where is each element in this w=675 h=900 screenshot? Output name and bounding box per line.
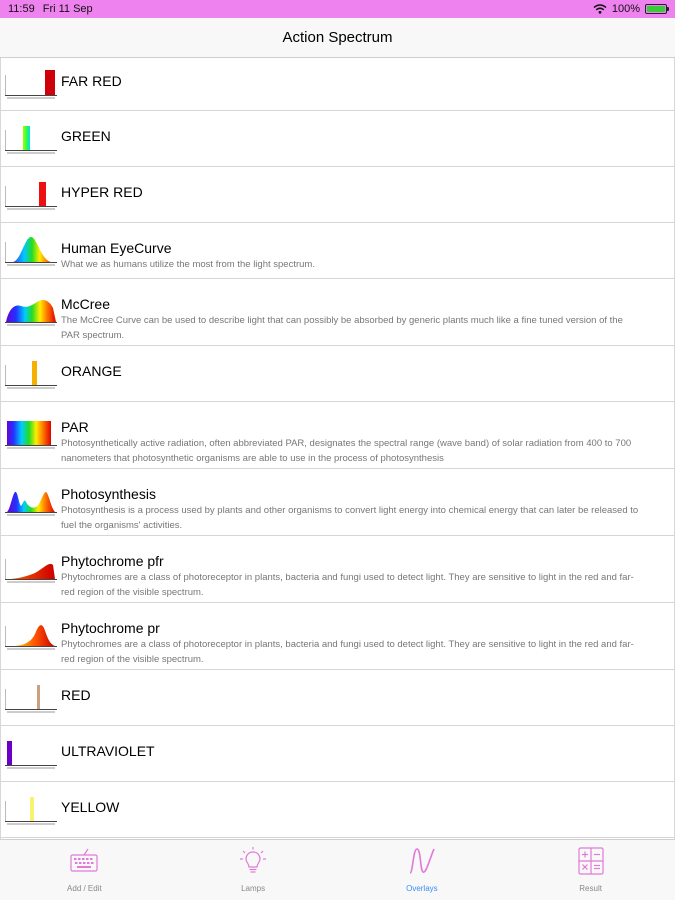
list-item-phytochrome-pr[interactable] — [1, 603, 674, 670]
list-item-description: Photosynthesis is a process used by plants and other organisms to convert light energy into chemical energy that can later be released to fuel the organisms' activities. — [61, 505, 639, 531]
keyboard-icon — [69, 846, 99, 876]
list-item-title: Phytochrome pr — [61, 620, 160, 636]
list-item-description: What we as humans utilize the most from the light spectrum. — [61, 259, 315, 270]
page-title: Action Spectrum — [282, 29, 393, 46]
list-item-human-eye-curve[interactable] — [1, 223, 674, 279]
list-item-text — [61, 239, 644, 272]
lightbulb-icon — [238, 846, 268, 876]
list-item-title: Photosynthesis — [61, 486, 156, 502]
status-bar — [0, 0, 675, 18]
list-item-description: The McCree Curve can be used to describe light that can possibly be absorbed by generic plants much like a fine tuned version of the PAR spectrum. — [61, 315, 623, 341]
human-eye-curve-thumbnail — [5, 234, 57, 266]
list-item-title: RED — [61, 687, 91, 703]
list-item-far-red[interactable] — [1, 58, 674, 111]
list-item-title: ORANGE — [61, 363, 122, 379]
list-item-text — [61, 72, 644, 90]
list-item-text — [61, 686, 644, 704]
red-spectrum-thumbnail — [5, 681, 57, 713]
calculator-icon — [576, 846, 606, 876]
list-item-ultraviolet[interactable] — [1, 726, 674, 782]
wifi-icon — [593, 4, 607, 14]
curve-icon — [407, 846, 437, 876]
list-item-red[interactable] — [1, 670, 674, 726]
tab-bar — [0, 839, 675, 900]
status-left — [8, 3, 93, 15]
list-item-description: Photosynthetically active radiation, often abbreviated PAR, designates the spectral range (wave band) of solar radiation from 400 to 700 nanometers that photosynthetic organisms are able to use in the process of photosynthesis — [61, 438, 632, 464]
list-item-text — [61, 798, 644, 816]
list-item-description: Phytochromes are a class of photoreceptor in plants, bacteria and fungi used to detect light. They are sensitive to light in the red and far-red region of the visible spectrum. — [61, 572, 634, 598]
list-item-text — [61, 295, 644, 343]
tab-result[interactable] — [506, 840, 675, 900]
list-item-text — [61, 362, 644, 380]
photosynthesis-curve-thumbnail — [5, 484, 57, 516]
phytochrome-pfr-thumbnail — [5, 551, 57, 583]
list-item-description: Phytochromes are a class of photoreceptor in plants, bacteria and fungi used to detect light. They are sensitive to light in the red and far-red region of the visible spectrum. — [61, 639, 634, 665]
list-item-text — [61, 183, 644, 201]
tab-label: Overlays — [406, 884, 438, 893]
hyper-red-spectrum-thumbnail — [5, 178, 57, 210]
tab-lamps[interactable] — [169, 840, 338, 900]
far-red-spectrum-thumbnail — [5, 67, 57, 99]
list-item-text — [61, 485, 644, 533]
status-time: 11:59 — [8, 3, 35, 15]
yellow-spectrum-thumbnail — [5, 793, 57, 825]
navigation-bar — [0, 18, 675, 58]
list-item-title: GREEN — [61, 128, 111, 144]
tab-overlays[interactable] — [338, 840, 507, 900]
list-item-text — [61, 127, 644, 145]
list-item-title: McCree — [61, 296, 111, 312]
battery-percent: 100% — [611, 3, 640, 15]
mccree-curve-thumbnail — [5, 294, 57, 326]
list-item-text — [61, 619, 644, 667]
status-date: Fri 11 Sep — [42, 3, 93, 15]
tab-label: Lamps — [241, 884, 266, 893]
list-item-mccree[interactable] — [1, 279, 674, 346]
status-right — [593, 3, 667, 15]
list-item-title: FAR RED — [61, 73, 122, 89]
list-item-title: Human EyeCurve — [61, 240, 172, 256]
tab-add-edit[interactable] — [0, 840, 169, 900]
list-item-hyper-red[interactable] — [1, 167, 674, 223]
ultraviolet-spectrum-thumbnail — [5, 737, 57, 769]
list-item-title: YELLOW — [61, 799, 120, 815]
list-item-yellow[interactable] — [1, 782, 674, 838]
list-item-par[interactable] — [1, 402, 674, 469]
orange-spectrum-thumbnail — [5, 357, 57, 389]
list-item-orange[interactable] — [1, 346, 674, 402]
par-spectrum-thumbnail — [5, 417, 57, 449]
list-item-photosynthesis[interactable] — [1, 469, 674, 536]
list-item-text — [61, 742, 644, 760]
tab-label: Result — [579, 884, 602, 893]
battery-icon — [645, 4, 667, 14]
list-item-text — [61, 418, 644, 466]
list-item-text — [61, 552, 644, 600]
overlay-list[interactable] — [0, 58, 675, 839]
list-item-title: HYPER RED — [61, 184, 143, 200]
list-item-title: PAR — [61, 419, 89, 435]
list-item-phytochrome-pfr[interactable] — [1, 536, 674, 603]
phytochrome-pr-thumbnail — [5, 618, 57, 650]
green-spectrum-thumbnail — [5, 122, 57, 154]
list-item-green[interactable] — [1, 111, 674, 167]
tab-label: Add / Edit — [67, 884, 102, 893]
list-item-title: ULTRAVIOLET — [61, 743, 155, 759]
list-item-title: Phytochrome pfr — [61, 553, 164, 569]
